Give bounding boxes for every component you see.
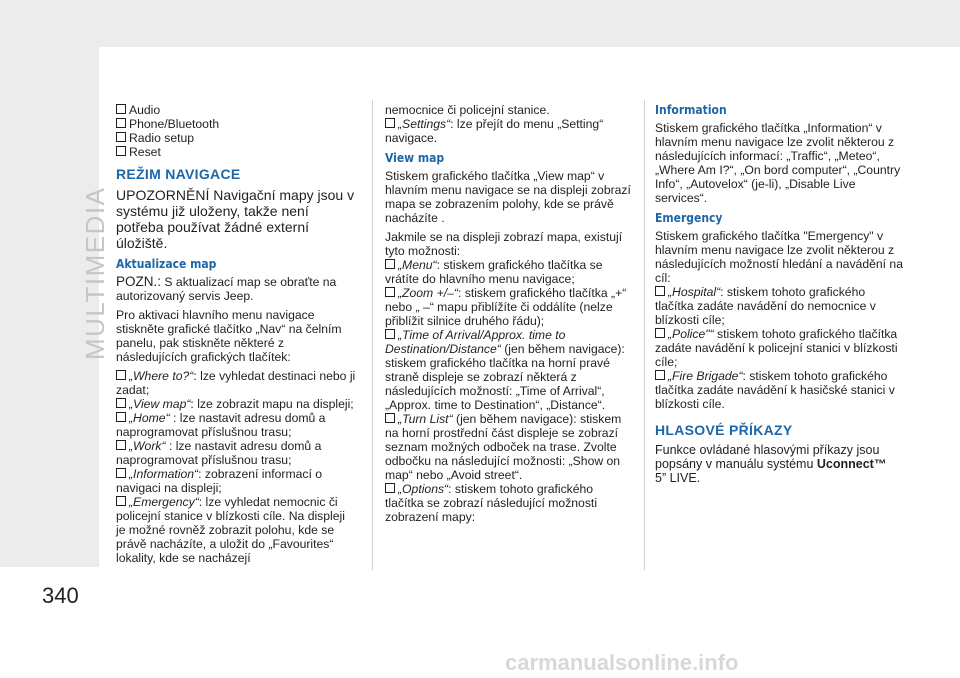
- header-band: [0, 0, 960, 47]
- note-paragraph: [116, 275, 356, 303]
- square-bullet-icon: [655, 370, 665, 380]
- list-item: [116, 145, 356, 159]
- square-bullet-icon: [116, 370, 126, 380]
- option-name: „Menu“: [398, 258, 437, 272]
- option-list: [116, 369, 356, 565]
- option-name: „Emergency“: [129, 495, 199, 509]
- note-text: S aktualizací map se obraťte na autorizovaný servis Jeep.: [116, 275, 337, 303]
- list-item: [116, 369, 356, 397]
- option-name: „View map“: [129, 397, 191, 411]
- column-2: [385, 103, 635, 524]
- voice-text: Funkce ovládané hlasovými příkazy jsou popsány v manuálu systému: [655, 443, 880, 471]
- subheading-emergency: Emergency: [655, 211, 723, 225]
- column-divider-left: [372, 100, 373, 570]
- list-item: [116, 411, 356, 439]
- voice-suffix: 5” LIVE.: [655, 471, 701, 485]
- intro-paragraph: Pro aktivaci hlavního menu navigace stiskněte grafické tlačítko „Nav“ na čelním panelu, pak stiskněte některé z následujících grafických tlačítek:: [116, 308, 342, 364]
- option-desc: stiskem tohoto grafického tlačítka zadáte navádění k policejní stanici v blízkosti cíle;: [655, 327, 898, 369]
- list-item: [116, 439, 356, 467]
- subheading-view-map: View map: [385, 151, 445, 165]
- option-name: „Where to?“: [129, 369, 194, 383]
- list-item: [385, 286, 635, 328]
- option-name: „Police"“: [668, 327, 714, 341]
- square-bullet-icon: [116, 146, 126, 156]
- list-item: [116, 131, 356, 145]
- option-name: „Zoom +/–“: [398, 286, 458, 300]
- section-side-label: MULTIMEDIA: [80, 186, 110, 360]
- square-bullet-icon: [385, 287, 395, 297]
- square-bullet-icon: [116, 412, 126, 422]
- option-list: [385, 258, 635, 524]
- column-1: [116, 103, 356, 565]
- list-item-text: Phone/Bluetooth: [129, 117, 220, 131]
- option-name: „Fire Brigade“: [668, 369, 743, 383]
- list-item: [116, 397, 356, 411]
- list-item: [655, 369, 903, 411]
- view-map-intro: Stiskem grafického tlačítka „View map“ v hlavním menu navigace se na displeji zobrazí mapa se zobrazením polohy, kde se právě nacházíte .: [385, 169, 631, 225]
- square-bullet-icon: [385, 118, 395, 128]
- watermark: carmanualsonline.info: [505, 650, 739, 675]
- option-desc: : lze nastavit adresu domů a naprogramovat příslušnou trasu;: [116, 439, 322, 467]
- option-name: „Home“: [129, 411, 170, 425]
- square-bullet-icon: [116, 440, 126, 450]
- option-desc: : stiskem tohoto grafického tlačítka zadáte navádění k hasičské stanici v blízkosti cíle.: [655, 369, 895, 411]
- option-desc: : zobrazení informací o navigaci na displeji;: [116, 467, 323, 495]
- list-item: [116, 103, 356, 117]
- option-desc: (jen během navigace): stiskem na horní prostřední část displeje se zobrazí seznam možných odboček na trase. Zvolte odbočku na následující možnosti: „Show on map“ nebo „Avoid street“.: [385, 412, 622, 482]
- square-bullet-icon: [385, 413, 395, 423]
- list-item: [116, 467, 356, 495]
- warning-text: UPOZORNĚNÍ Navigační mapy jsou v systému již uloženy, takže není potřeba používat žádné externí úložiště.: [116, 187, 355, 251]
- square-bullet-icon: [116, 468, 126, 478]
- note-prefix: POZN.:: [116, 274, 162, 289]
- list-item: [385, 328, 635, 412]
- list-item: [655, 327, 903, 369]
- information-text: Stiskem grafického tlačítka „Information“ v hlavním menu navigace lze zvolit některou z následujících informací: „Traffic“, „Meteo“, „Where Am I?“, „On bord computer“, „Country Info“, „Autovelox“ (je-li), „Disable Live services“.: [655, 121, 901, 205]
- square-bullet-icon: [655, 328, 665, 338]
- list-item-text: Audio: [129, 103, 161, 117]
- option-desc: : stiskem grafického tlačítka se vrátíte do hlavního menu navigace;: [385, 258, 603, 286]
- option-name: „Information“: [129, 467, 199, 481]
- square-bullet-icon: [385, 329, 395, 339]
- option-desc: : lze přejít do menu „Setting“ navigace.: [385, 117, 604, 145]
- voice-paragraph: [655, 443, 903, 485]
- continuation-text: nemocnice či policejní stanice.: [385, 103, 550, 117]
- option-name: „Settings“: [398, 117, 451, 131]
- square-bullet-icon: [385, 483, 395, 493]
- view-map-when: Jakmile se na displeji zobrazí mapa, existují tyto možnosti:: [385, 230, 623, 258]
- column-divider-right: [644, 100, 645, 570]
- list-item: [116, 117, 356, 131]
- voice-system-name: Uconnect™: [816, 457, 887, 471]
- option-desc: : lze vyhledat nemocnic či policejní stanice v blízkosti cíle. Na displeji je možné rovněž zobrazit polohu, kde se právě nacházíte, a uložit do „Favourites“ lokality, kde se nacházejí: [116, 495, 345, 565]
- list-item: [655, 285, 903, 327]
- square-bullet-icon: [655, 286, 665, 296]
- list-item-text: Radio setup: [129, 131, 195, 145]
- option-desc: : stiskem tohoto grafického tlačítka zadáte navádění do nemocnice v blízkosti cíle;: [655, 285, 876, 327]
- option-list: [655, 285, 903, 411]
- option-name: „Hospital“: [668, 285, 721, 299]
- square-bullet-icon: [116, 132, 126, 142]
- list-item-text: Reset: [129, 145, 161, 159]
- list-item: [385, 258, 635, 286]
- list-item: [116, 495, 356, 565]
- option-desc: : stiskem tohoto grafického tlačítka se zobrazí následující možnosti zobrazení mapy:: [385, 482, 598, 524]
- list-item: [385, 482, 635, 524]
- square-bullet-icon: [116, 398, 126, 408]
- list-item: [385, 412, 635, 482]
- section-heading-navigation: REŽIM NAVIGACE: [116, 166, 241, 182]
- option-name: „Turn List“: [398, 412, 453, 426]
- column-3: [655, 103, 903, 490]
- option-desc: : stiskem grafického tlačítka „+“ nebo „ –“ mapu přiblížíte či oddálíte (nelze přiblížit silnice druhého řádu);: [385, 286, 627, 328]
- option-name: „Options“: [398, 482, 449, 496]
- list-item: [385, 117, 635, 145]
- option-name: „Time of Arrival/Approx. time to Destination/Distance“: [385, 328, 566, 356]
- square-bullet-icon: [116, 496, 126, 506]
- square-bullet-icon: [385, 259, 395, 269]
- emergency-text: Stiskem grafického tlačítka "Emergency" v hlavním menu navigace lze zvolit některou z následujících možností hledání a navádění na cíl:: [655, 229, 903, 285]
- page-number: 340: [42, 583, 79, 608]
- option-desc: : lze zobrazit mapu na displeji;: [190, 397, 354, 411]
- square-bullet-icon: [116, 104, 126, 114]
- subheading-map-update: Aktualizace map: [116, 257, 217, 271]
- option-desc: : lze vyhledat destinaci nebo ji zadat;: [116, 369, 356, 397]
- section-heading-voice-commands: HLASOVÉ PŘÍKAZY: [655, 422, 793, 438]
- menu-list: [116, 103, 356, 159]
- option-desc: (jen během navigace): stiskem grafického tlačítka na horní pravé straně displeje se zobrazí některá z následujících možností: „Time of Arrival“, „Approx. time to Destination“, „Distance“.: [385, 342, 625, 412]
- option-desc: : lze nastavit adresu domů a naprogramovat příslušnou trasu;: [116, 411, 326, 439]
- subheading-information: Information: [655, 103, 727, 117]
- square-bullet-icon: [116, 118, 126, 128]
- option-name: „Work“: [129, 439, 166, 453]
